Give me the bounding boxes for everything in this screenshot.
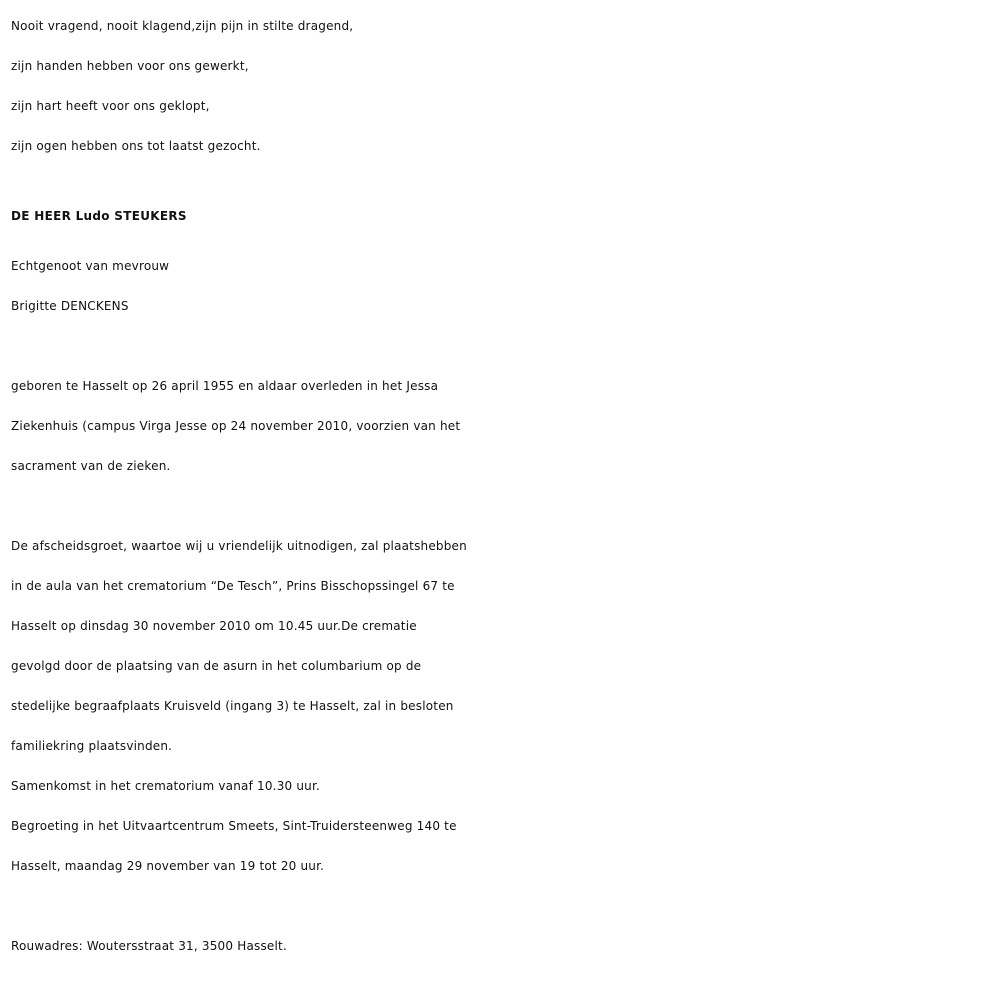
spacer bbox=[11, 486, 996, 526]
paragraph-line: Ziekenhuis (campus Virga Jesse op 24 november 2010, voorzien van het bbox=[11, 419, 461, 433]
poem-line: Nooit vragend, nooit klagend,zijn pijn in stilte dragend, bbox=[11, 19, 354, 33]
paragraph-line: Begroeting in het Uitvaartcentrum Smeets, Sint-Truidersteenweg 140 te bbox=[11, 819, 457, 833]
deceased-name: DE HEER Ludo STEUKERS bbox=[11, 209, 187, 223]
spacer bbox=[11, 166, 996, 186]
spacer bbox=[11, 326, 996, 366]
paragraph-line: in de aula van het crematorium “De Tesch”, Prins Bisschopssingel 67 te bbox=[11, 579, 455, 593]
obituary-notice bbox=[11, 6, 996, 966]
poem-line: zijn hart heeft voor ons geklopt, bbox=[11, 99, 210, 113]
mourning-address: Rouwadres: Woutersstraat 31, 3500 Hasselt. bbox=[11, 939, 287, 953]
paragraph-line: Samenkomst in het crematorium vanaf 10.30 uur. bbox=[11, 779, 321, 793]
birth-death-paragraph bbox=[11, 366, 996, 486]
ceremony-paragraph bbox=[11, 526, 996, 886]
paragraph-line: Hasselt, maandag 29 november van 19 tot 20 uur. bbox=[11, 859, 325, 873]
poem bbox=[11, 6, 996, 166]
paragraph-line: gevolgd door de plaatsing van de asurn in het columbarium op de bbox=[11, 659, 422, 673]
poem-line: zijn handen hebben voor ons gewerkt, bbox=[11, 59, 249, 73]
paragraph-line: sacrament van de zieken. bbox=[11, 459, 171, 473]
poem-line: zijn ogen hebben ons tot laatst gezocht. bbox=[11, 139, 261, 153]
spouse-line: Echtgenoot van mevrouw bbox=[11, 259, 170, 273]
paragraph-line: Hasselt op dinsdag 30 november 2010 om 10.45 uur.De crematie bbox=[11, 619, 417, 633]
spacer bbox=[11, 886, 996, 926]
paragraph-line: stedelijke begraafplaats Kruisveld (ingang 3) te Hasselt, zal in besloten bbox=[11, 699, 454, 713]
paragraph-line: familiekring plaatsvinden. bbox=[11, 739, 173, 753]
paragraph-line: geboren te Hasselt op 26 april 1955 en aldaar overleden in het Jessa bbox=[11, 379, 439, 393]
spouse-info bbox=[11, 246, 996, 326]
spouse-line: Brigitte DENCKENS bbox=[11, 299, 129, 313]
paragraph-line: De afscheidsgroet, waartoe wij u vriendelijk uitnodigen, zal plaatshebben bbox=[11, 539, 467, 553]
